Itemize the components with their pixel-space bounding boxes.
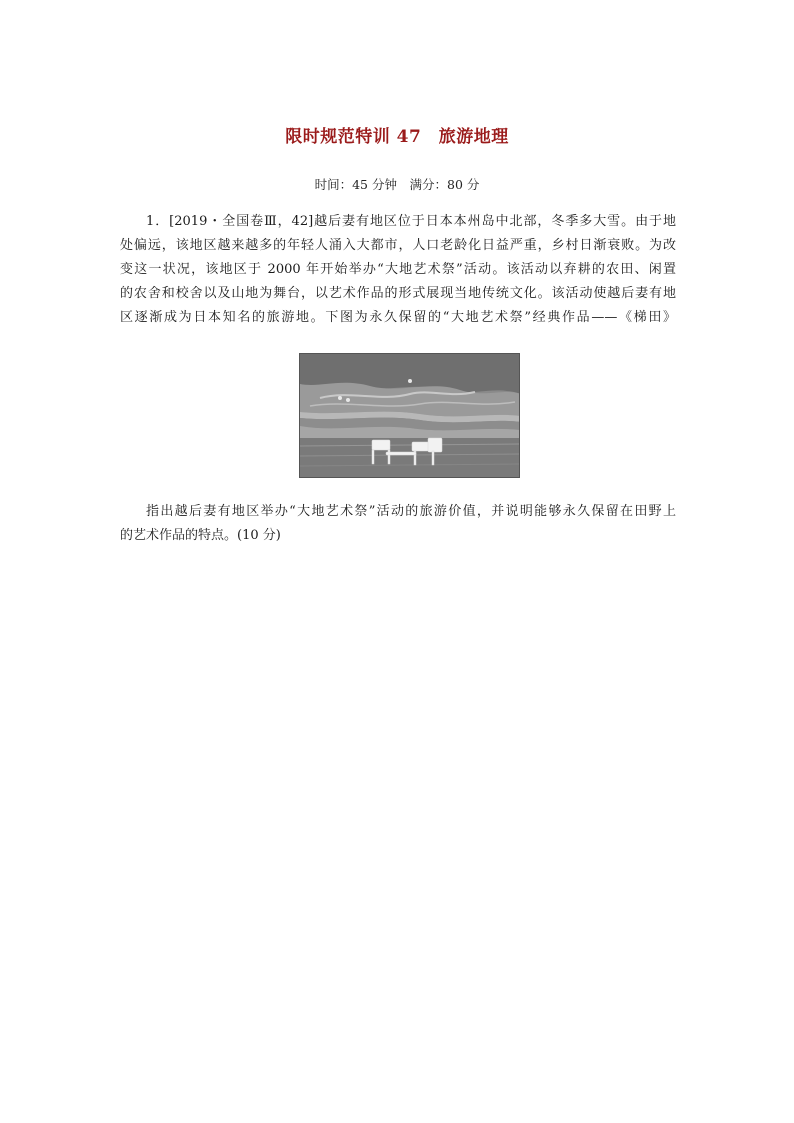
- question-1-line-4: 的农舍和校舍以及山地为舞台，以艺术作品的形式展现当地传统文化。该活动使越后妻有地: [120, 286, 676, 301]
- question-1-prompt-line-1: 指出越后妻有地区举办“大地艺术祭”活动的旅游价值，并说明能够永久保留在田野上: [146, 504, 676, 519]
- question-1-text: [120, 210, 676, 330]
- page-title: 限时规范特训 47 旅游地理: [285, 127, 509, 147]
- exam-time-score: 时间：45 分钟 满分：80 分: [314, 177, 480, 192]
- question-1-line-1: 1．[2019・全国卷Ⅲ，42]越后妻有地区位于日本本州岛中北部，冬季多大雪。由于地: [146, 214, 676, 229]
- rice-terrace-artwork-photo: [299, 353, 520, 478]
- question-1-line-3: 变这一状况，该地区于 2000 年开始举办“大地艺术祭”活动。该活动以弃耕的农田、闲置: [120, 262, 676, 277]
- question-1-line-2: 处偏远，该地区越来越多的年轻人涌入大都市，人口老龄化日益严重，乡村日渐衰败。为改: [120, 238, 676, 253]
- question-1-prompt: [120, 500, 676, 548]
- question-1-line-5: 区逐渐成为日本知名的旅游地。下图为永久保留的“大地艺术祭”经典作品——《梯田》: [120, 310, 676, 325]
- question-1-prompt-line-2: 的艺术作品的特点。(10 分): [120, 528, 281, 543]
